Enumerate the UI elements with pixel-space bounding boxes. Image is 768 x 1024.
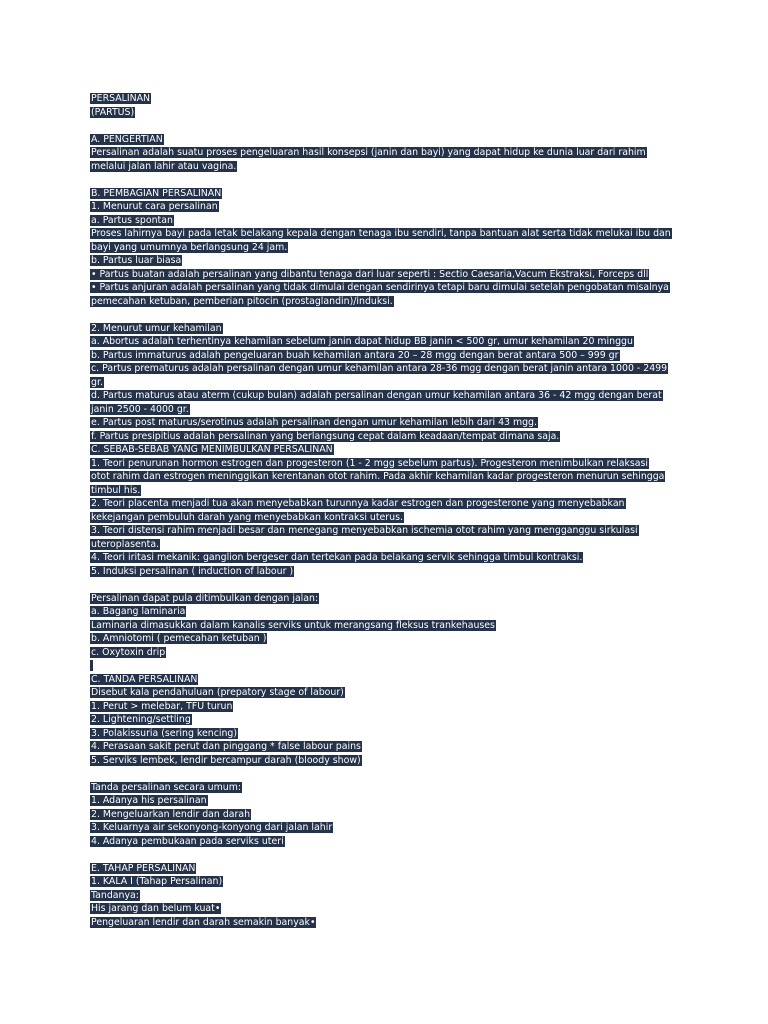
text-line <box>90 457 680 471</box>
text-line <box>90 241 680 255</box>
highlighted-text: 4. Perasaan sakit perut dan pinggang * false labour pains <box>91 741 361 752</box>
text-line <box>90 754 680 768</box>
highlighted-text: PERSALINAN <box>91 93 151 104</box>
highlighted-text: 4. Teori iritasi mekanik: ganglion bergeser dan tertekan pada belakang servik sehingga timbul kontraksi. <box>91 552 583 563</box>
highlighted-text: 1. Teori penurunan hormon estrogen dan progesteron (1 - 2 mgg sebelum partus). Progesteron menimbulkan relaksasi <box>91 457 648 469</box>
text-line <box>90 808 680 822</box>
text-line <box>90 646 680 660</box>
text-line <box>90 862 680 876</box>
highlighted-text: melalui jalan lahir atau vagina. <box>91 160 237 172</box>
highlighted-text: timbul his. <box>91 484 141 496</box>
highlighted-text: (PARTUS) <box>91 106 135 118</box>
text-line <box>90 848 680 862</box>
highlighted-text: 5. Induksi persalinan ( induction of labour ) <box>91 565 294 577</box>
text-line <box>90 605 680 619</box>
highlighted-text: gr. <box>91 376 103 388</box>
text-line <box>90 551 680 565</box>
highlighted-text: 1. Perut > melebar, TFU turun <box>91 700 233 712</box>
text-cursor <box>90 660 93 671</box>
text-line <box>90 430 680 444</box>
text-line <box>90 686 680 700</box>
text-line <box>90 781 680 795</box>
text-line <box>90 700 680 714</box>
text-line <box>90 484 680 498</box>
text-line <box>90 727 680 741</box>
text-line <box>90 767 680 781</box>
text-line <box>90 632 680 646</box>
highlighted-text: Proses lahirnya bayi pada letak belakang kepala dengan tenaga ibu sendiri, tanpa bantuan alat serta tidak melukai ibu dan <box>91 228 671 239</box>
text-line <box>90 794 680 808</box>
highlighted-text: a. Partus spontan <box>91 214 173 226</box>
highlighted-text: a. Abortus adalah terhentinya kehamilan sebelum janin dapat hidup BB janin < 500 gr, umur kehamilan 20 minggu <box>91 336 633 347</box>
highlighted-text: bayi yang umumnya berlangsung 24 jam. <box>91 241 288 253</box>
text-line <box>90 281 680 295</box>
highlighted-text: Disebut kala pendahuluan (prepatory stage of labour) <box>91 687 344 698</box>
text-line <box>90 322 680 336</box>
highlighted-text: Tandanya: <box>91 889 139 901</box>
highlighted-text: 2. Lightening/settling <box>91 714 191 725</box>
text-line <box>90 92 680 106</box>
text-line <box>90 146 680 160</box>
text-line <box>90 740 680 754</box>
text-line <box>90 821 680 835</box>
text-line <box>90 376 680 390</box>
text-line <box>90 673 680 687</box>
highlighted-text: Persalinan dapat pula ditimbulkan dengan jalan: <box>91 592 319 604</box>
text-line <box>90 349 680 363</box>
highlighted-text: janin 2500 - 4000 gr. <box>91 403 189 415</box>
text-line <box>90 173 680 187</box>
text-line <box>90 119 680 133</box>
highlighted-text: d. Partus maturus atau aterm (cukup bulan) adalah persalinan dengan umur kehamilan antara 36 - 42 mgg dengan berat <box>91 390 662 401</box>
highlighted-text: pemecahan ketuban, pemberian pitocin (prostaglandin)/induksi. <box>91 295 393 307</box>
highlighted-text: C. SEBAB-SEBAB YANG MENIMBULKAN PERSALINAN <box>91 444 333 455</box>
text-line <box>90 187 680 201</box>
highlighted-text: His jarang dan belum kuat• <box>91 903 221 914</box>
text-line <box>90 160 680 174</box>
text-line <box>90 578 680 592</box>
highlighted-text: 2. Mengeluarkan lendir dan darah <box>91 808 251 820</box>
highlighted-text: 3. Keluarnya air sekonyong-konyong dari jalan lahir <box>91 822 333 833</box>
text-line <box>90 227 680 241</box>
highlighted-text: 5. Serviks lembek, lendir bercampur darah (bloody show) <box>91 754 361 766</box>
highlighted-text: a. Bagang laminaria <box>91 606 186 617</box>
text-line <box>90 916 680 930</box>
highlighted-text: Tanda persalinan secara umum: <box>91 781 241 793</box>
highlighted-text: kekejangan pembuluh darah yang menyebabkan kontraksi uterus. <box>91 511 403 523</box>
highlighted-text: c. Partus prematurus adalah persalinan dengan umur kehamilan antara 28-36 mgg dengan berat janin antara 1000 - 2499 <box>91 363 668 374</box>
highlighted-text: 4. Adanya pembukaan pada serviks uteri <box>91 835 284 847</box>
text-line <box>90 902 680 916</box>
text-line <box>90 389 680 403</box>
text-line <box>90 295 680 309</box>
text-line <box>90 416 680 430</box>
highlighted-text: 1. Adanya his persalinan <box>91 795 207 806</box>
text-line <box>90 254 680 268</box>
highlighted-text: 1. KALA I (Tahap Persalinan) <box>91 876 223 887</box>
text-line <box>90 106 680 120</box>
highlighted-text: • Partus buatan adalah persalinan yang dibantu tenaga dari luar seperti : Sectio Caesaria,Vacum Ekstraksi, Forceps dll <box>91 268 649 280</box>
text-line <box>90 619 680 633</box>
text-line <box>90 524 680 538</box>
text-line <box>90 268 680 282</box>
text-line <box>90 889 680 903</box>
highlighted-text: b. Amniotomi ( pemecahan ketuban ) <box>91 633 267 644</box>
highlighted-text: 3. Teori distensi rahim menjadi besar dan menegang menyebabkan ischemia otot rahim yang mengganggu sirkulasi <box>91 525 638 536</box>
highlighted-text: 2. Menurut umur kehamilan <box>91 322 222 334</box>
highlighted-text: Pengeluaran lendir dan darah semakin banyak• <box>91 916 316 928</box>
text-line <box>90 470 680 484</box>
highlighted-text: b. Partus luar biasa <box>91 255 182 266</box>
highlighted-text: E. TAHAP PERSALINAN <box>91 862 196 874</box>
text-line <box>90 308 680 322</box>
highlighted-text: c. Oxytoxin drip <box>91 646 166 658</box>
highlighted-text: b. Partus immaturus adalah pengeluaran buah kehamilan antara 20 – 28 mgg dengan berat antara 500 – 999 gr <box>91 349 619 361</box>
highlighted-text: e. Partus post maturus/serotinus adalah persalinan dengan umur kehamilan lebih dari 43 mgg. <box>91 417 537 428</box>
text-line <box>90 875 680 889</box>
text-line <box>90 443 680 457</box>
text-line <box>90 835 680 849</box>
text-line <box>90 335 680 349</box>
text-line <box>90 200 680 214</box>
text-line <box>90 713 680 727</box>
text-line <box>90 133 680 147</box>
text-line <box>90 362 680 376</box>
text-line <box>90 403 680 417</box>
text-line <box>90 565 680 579</box>
text-line <box>90 592 680 606</box>
text-line <box>90 497 680 511</box>
highlighted-text: A. PENGERTIAN <box>91 133 163 145</box>
document-page <box>90 92 680 929</box>
highlighted-text: 1. Menurut cara persalinan <box>91 201 218 212</box>
text-line <box>90 511 680 525</box>
highlighted-text: f. Partus presipitius adalah persalinan yang berlangsung cepat dalam keadaan/tempat dimana saja. <box>91 430 560 442</box>
highlighted-text: 3. Polakissuria (sering kencing) <box>91 727 238 739</box>
highlighted-text: Persalinan adalah suatu proses pengeluaran hasil konsepsi (janin dan bayi) yang dapat hidup ke dunia luar dari rahim <box>91 147 646 158</box>
highlighted-text: otot rahim dan estrogen meninggikan kerentanan otot rahim. Pada akhir kehamilan kadar progesteron menurun sehingga <box>91 471 665 482</box>
text-line <box>90 214 680 228</box>
highlighted-text: 2. Teori placenta menjadi tua akan menyebabkan turunnya kadar estrogen dan progesterone yang menyebabkan <box>91 498 625 509</box>
text-line <box>90 538 680 552</box>
highlighted-text: • Partus anjuran adalah persalinan yang tidak dimulai dengan sendirinya tetapi baru dimulai setelah pengobatan misalnya <box>91 282 669 293</box>
highlighted-text: C. TANDA PERSALINAN <box>91 673 198 685</box>
highlighted-text: Laminaria dimasukkan dalam kanalis serviks untuk merangsang fleksus trankehauses <box>91 619 495 631</box>
highlighted-text: uteroplasenta. <box>91 538 160 550</box>
text-line <box>90 659 680 673</box>
highlighted-text: B. PEMBAGIAN PERSALINAN <box>91 187 222 199</box>
